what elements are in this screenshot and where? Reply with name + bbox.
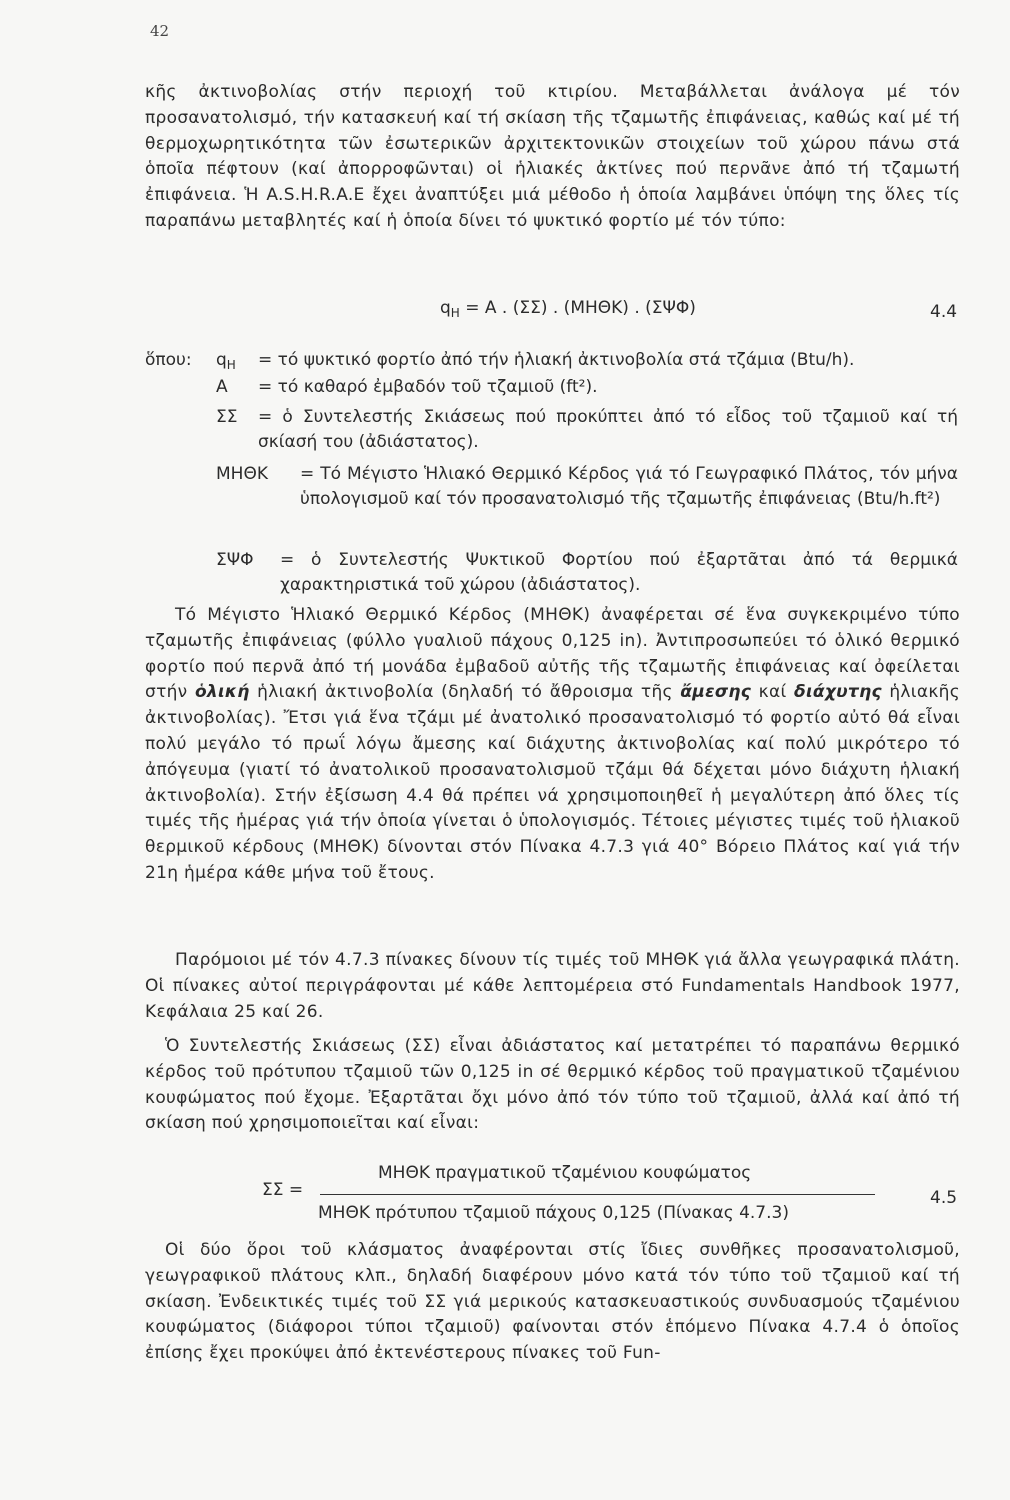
emph-olikh: ὁλική bbox=[194, 682, 250, 703]
paragraph-1: κῆς ἀκτινοβολίας στήν περιοχή τοῦ κτιρίου. Μεταβάλλεται ἀνάλογα μέ τόν προσανατολισμό, τήν κατασκευή καί τή σκίαση τῆς τζαμωτῆς ἐπιφάνειας, καθώς καί μέ τή θερμοχωρητικότητα τῶν ἐσωτερικῶν ἀρχιτεκτονικῶν στοιχείων τοῦ χώρου πάνω στά ὁποῖα πέφτουν (καί ἀπορροφῶνται) οἱ ἡλιακές ἀκτίνες πού περνᾶνε ἀπό τή τζαμωτή ἐπιφάνεια. Ἡ A.S.H.R.A.E ἔχει ἀναπτύξει μιά μέθοδο ἡ ὁποία λαμβάνει ὑπόψη της ὅλες τίς παραπάνω μεταβλητές καί ἡ ὁποία δίνει τό ψυκτικό φορτίο μέ τόν τύπο: bbox=[145, 82, 960, 231]
def-text-spsf: = ὁ Συντελεστής Ψυκτικοῦ Φορτίου πού ἐξαρτᾶται ἀπό τά θερμικά χαρακτηριστικά τοῦ χώρου (ἀδιάστατος). bbox=[280, 550, 958, 595]
paragraph-2: Τό Μέγιστο Ἡλιακό Θερμικό Κέρδος (ΜΗΘΚ) ἀναφέρεται σέ ἕνα συγκεκριμένο τύπο τζαμωτῆς ἐπιφάνειας (φύλλο γυαλιοῦ πάχους 0,125 in). Ἀντιπροσωπεύει τό ὁλικό θερμικό φορτίο πού περνᾶ ἀπό τή μονάδα ἐμβαδοῦ αὐτῆς τῆς τζαμωτῆς ἐπιφάνειας καί ὀφείλεται στήν ὁλική ἡλιακή ἀκτινοβολία (δηλαδή τό ἄθροισμα τῆς ἄμεσης καί διάχυτης ἡλιακῆς ἀκτινοβολίας). Ἔτσι γιά ἕνα τζάμι μέ ἀνατολικό προσανατολισμό τό φορτίο αὐτό θά εἶναι πολύ μεγάλο τό πρωΐ λόγω ἄμεσης καί διάχυτης ἀκτινοβολίας καί πολύ μικρότερο τό ἀπόγευμα (γιατί τό ἀνατολικοῦ προσανατολισμοῦ τζάμι θά δέχεται μόνο διάχυτη ἡλιακή ἀκτινοβολία). Στήν ἐξίσωση 4.4 θά πρέπει νά χρησιμοποιηθεῖ ἡ μεγαλύτερη ἀπό ὅλες τίς τιμές τῆς ἡμέρας γιά τήν ὁποία γίνεται ὁ ὑπολογισμός. Τέτοιες μέγιστες τιμές τοῦ ἡλιακοῦ θερμικοῦ κέρδους (ΜΗΘΚ) δίνονται στόν Πίνακα 4.7.3 γιά 40° Βόρειο Πλάτος καί γιά τήν 21η ἡμέρα κάθε μήνα τοῦ ἔτους. bbox=[145, 605, 960, 883]
eq45-lhs: ΣΣ = bbox=[262, 1180, 304, 1200]
def-text-a: = τό καθαρό ἐμβαδόν τοῦ τζαμιοῦ (ft²). bbox=[258, 377, 598, 397]
emph-amesis: ἄμεσης bbox=[680, 682, 752, 703]
def-symbol-ss: ΣΣ bbox=[216, 407, 238, 427]
eq44-q: q bbox=[440, 298, 451, 318]
def-text-mhthk: = Τό Μέγιστο Ἡλιακό Θερμικό Κέρδος γιά τό Γεωγραφικό Πλάτος, τόν μήνα ὑπολογισμοῦ καί τόν προσανατολισμό τῆς τζαμωτῆς ἐπιφάνειας (Btu/h.ft²) bbox=[300, 464, 958, 509]
eq44-rhs: = A . (ΣΣ) . (ΜΗΘΚ) . (ΣΨΦ) bbox=[465, 298, 696, 318]
eq45-numerator: ΜΗΘΚ πραγματικοῦ τζαμένιου κουφώματος bbox=[378, 1163, 752, 1183]
paragraph-5: Οἱ δύο ὅροι τοῦ κλάσματος ἀναφέρονται στίς ἴδιες συνθῆκες προσανατολισμοῦ, γεωγραφικοῦ πλάτους κλπ., δηλαδή διαφέρουν μόνο κατά τόν τύπο τοῦ τζαμιοῦ καί τή σκίαση. Ἐνδεικτικές τιμές τοῦ ΣΣ γιά μερικούς κατασκευαστικούς συνδυασμούς τζαμένιου κουφώματος (διάφοροι τύποι τζαμιοῦ) φαίνονται στόν ἑπόμενο Πίνακα 4.7.4 ὁ ὁποῖος ἐπίσης ἔχει προκύψει ἀπό ἐκτενέστερους πίνακες τοῦ Fun- bbox=[145, 1240, 960, 1364]
def-text-ss: = ὁ Συντελεστής Σκιάσεως πού προκύπτει ἀπό τό εἶδος τοῦ τζαμιοῦ καί τή σκίασή του (ἀδιάστατος). bbox=[258, 407, 958, 452]
def-symbol-qh: $q_H$ bbox=[216, 350, 236, 372]
def-symbol-mhthk: ΜΗΘΚ bbox=[216, 464, 268, 484]
equation-4-4-number: 4.4 bbox=[930, 302, 958, 322]
eq45-denominator: ΜΗΘΚ πρότυπου τζαμιοῦ πάχους 0,125 (Πίνακας 4.7.3) bbox=[318, 1203, 789, 1223]
where-label: ὅπου: bbox=[145, 350, 192, 370]
def-text-qh: = τό ψυκτικό φορτίο ἀπό τήν ἡλιακή ἀκτινοβολία στά τζάμια (Btu/h). bbox=[258, 350, 855, 370]
page-number: 42 bbox=[150, 22, 170, 40]
fraction-bar bbox=[320, 1194, 875, 1195]
def-symbol-spsf: ΣΨΦ bbox=[216, 550, 254, 570]
paragraph-3: Παρόμοιοι μέ τόν 4.7.3 πίνακες δίνουν τίς τιμές τοῦ ΜΗΘΚ γιά ἄλλα γεωγραφικά πλάτη. Οἱ πίνακες αὐτοί περιγράφονται μέ κάθε λεπτομέρεια στό Fundamentals Handbook 1977, Κεφάλαια 25 καί 26. bbox=[145, 950, 960, 1022]
equation-4-4 bbox=[440, 298, 696, 320]
paragraph-4: Ὁ Συντελεστής Σκιάσεως (ΣΣ) εἶναι ἀδιάστατος καί μετατρέπει τό παραπάνω θερμικό κέρδος τοῦ πρότυπου τζαμιοῦ τῶν 0,125 in σέ θερμικό κέρδος τοῦ πραγματικοῦ τζαμένιου κουφώματος πού ἔχομε. Ἐξαρτᾶται ὄχι μόνο ἀπό τόν τύπο τοῦ τζαμιοῦ, ἀλλά καί ἀπό τή σκίαση πού χρησιμοποιεῖται καί εἶναι: bbox=[145, 1036, 960, 1134]
def-symbol-a: A bbox=[216, 377, 228, 397]
equation-4-5-number: 4.5 bbox=[930, 1188, 958, 1208]
eq44-sub: Η bbox=[450, 306, 460, 320]
emph-diaxytis: διάχυτης bbox=[794, 682, 882, 703]
